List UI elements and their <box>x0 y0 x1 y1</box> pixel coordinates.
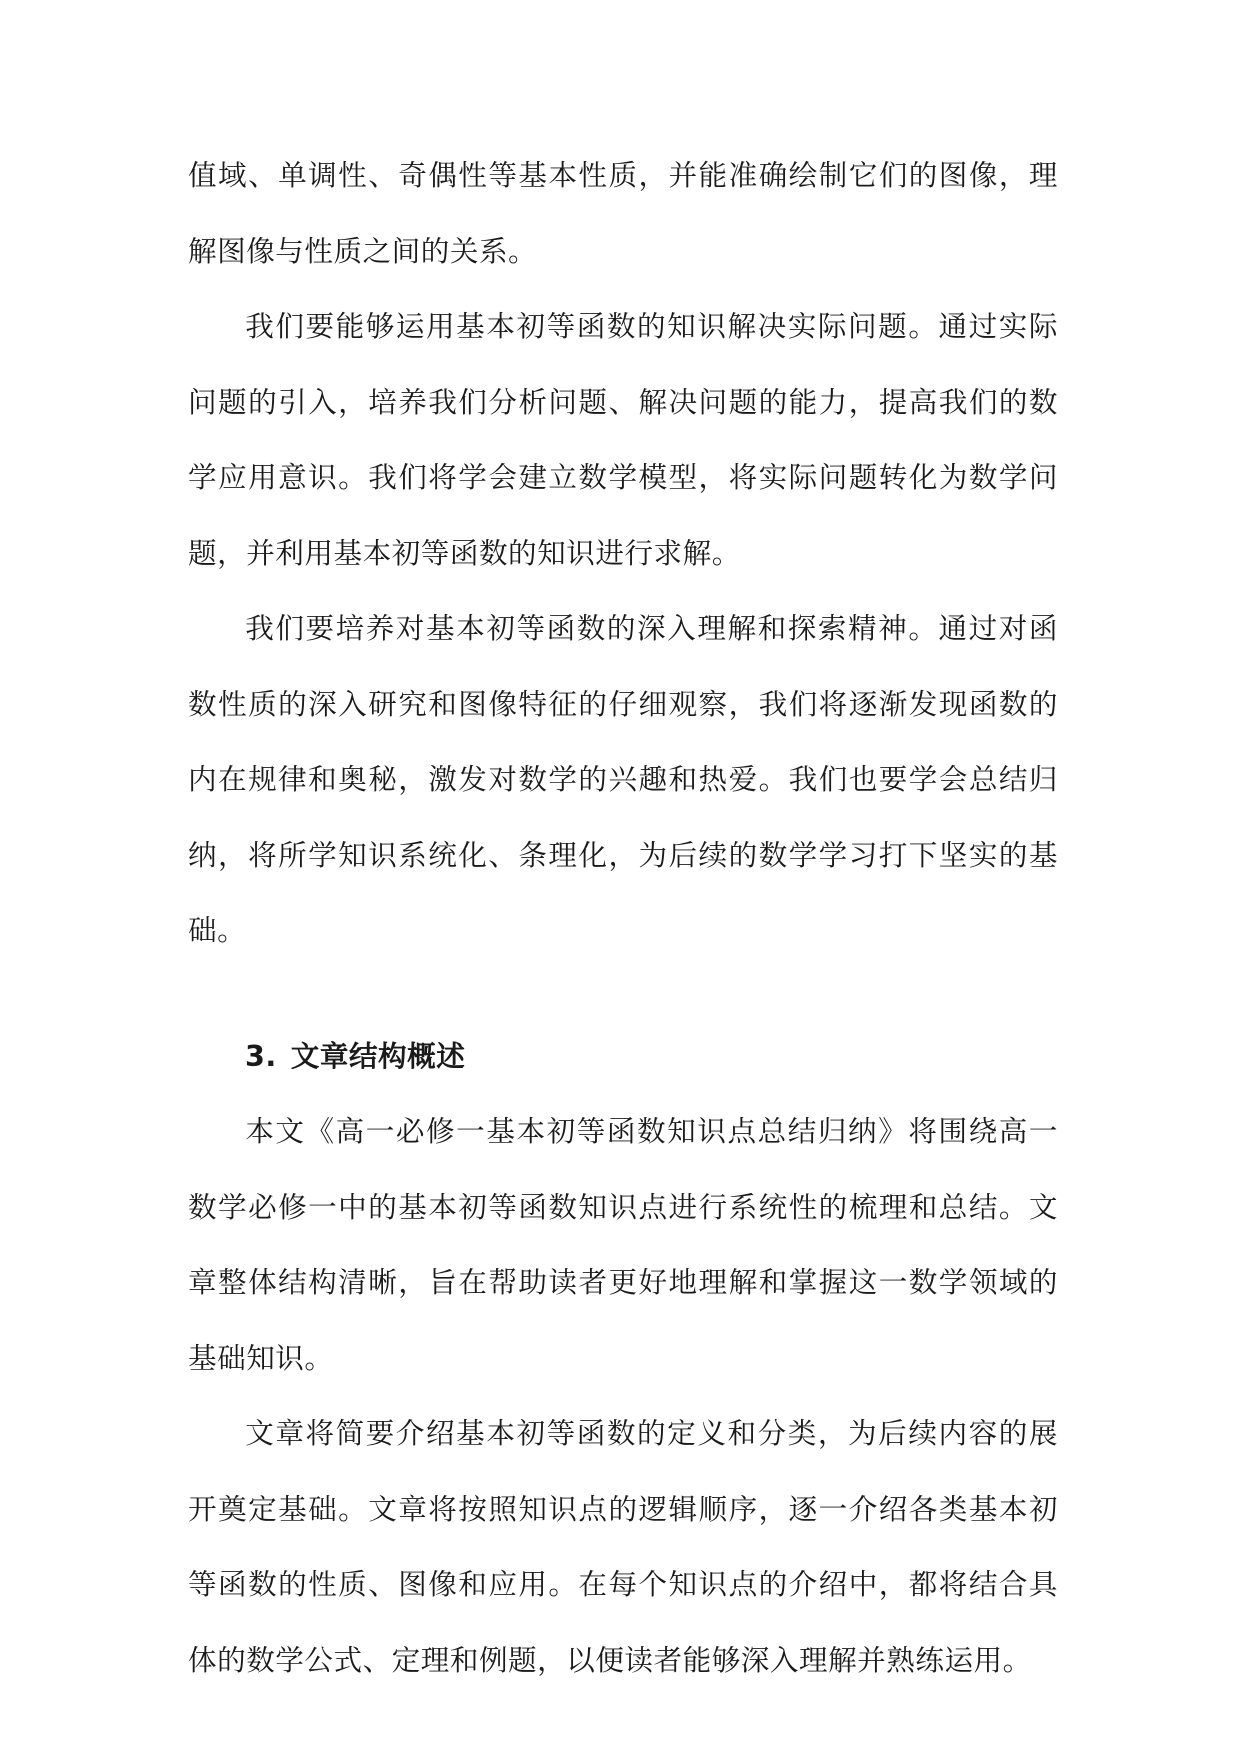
section-title: 文章结构概述 <box>290 1038 466 1073</box>
paragraph-structure: 文章将简要介绍基本初等函数的定义和分类，为后续内容的展开奠定基础。文章将按照知识点的逻辑顺序，逐一介绍各类基本初等函数的性质、图像和应用。在每个知识点的介绍中，都将结合具体的数学公式、定理和例题，以便读者能够深入理解并熟练运用。 <box>188 1416 1058 1677</box>
paragraph-exploration: 我们要培养对基本初等函数的深入理解和探索精神。通过对函数性质的深入研究和图像特征的仔细观察，我们将逐渐发现函数的内在规律和奥秘，激发对数学的兴趣和热爱。我们也要学会总结归纳，将所学知识系统化、条理化，为后续的数学学习打下坚实的基础。 <box>188 611 1058 947</box>
document-body <box>188 138 1058 1698</box>
paragraph-applications: 我们要能够运用基本初等函数的知识解决实际问题。通过实际问题的引入，培养我们分析问题、解决问题的能力，提高我们的数学应用意识。我们将学会建立数学模型，将实际问题转化为数学问题，并利用基本初等函数的知识进行求解。 <box>188 309 1058 570</box>
section-number: 3. <box>245 1038 277 1073</box>
section-heading <box>188 1019 1058 1095</box>
paragraph-continuation: 值域、单调性、奇偶性等基本性质，并能准确绘制它们的图像，理解图像与性质之间的关系。 <box>188 158 1058 268</box>
paragraph-overview: 本文《高一必修一基本初等函数知识点总结归纳》将围绕高一数学必修一中的基本初等函数知识点进行系统性的梳理和总结。文章整体结构清晰，旨在帮助读者更好地理解和掌握这一数学领域的基础知识。 <box>188 1114 1058 1375</box>
